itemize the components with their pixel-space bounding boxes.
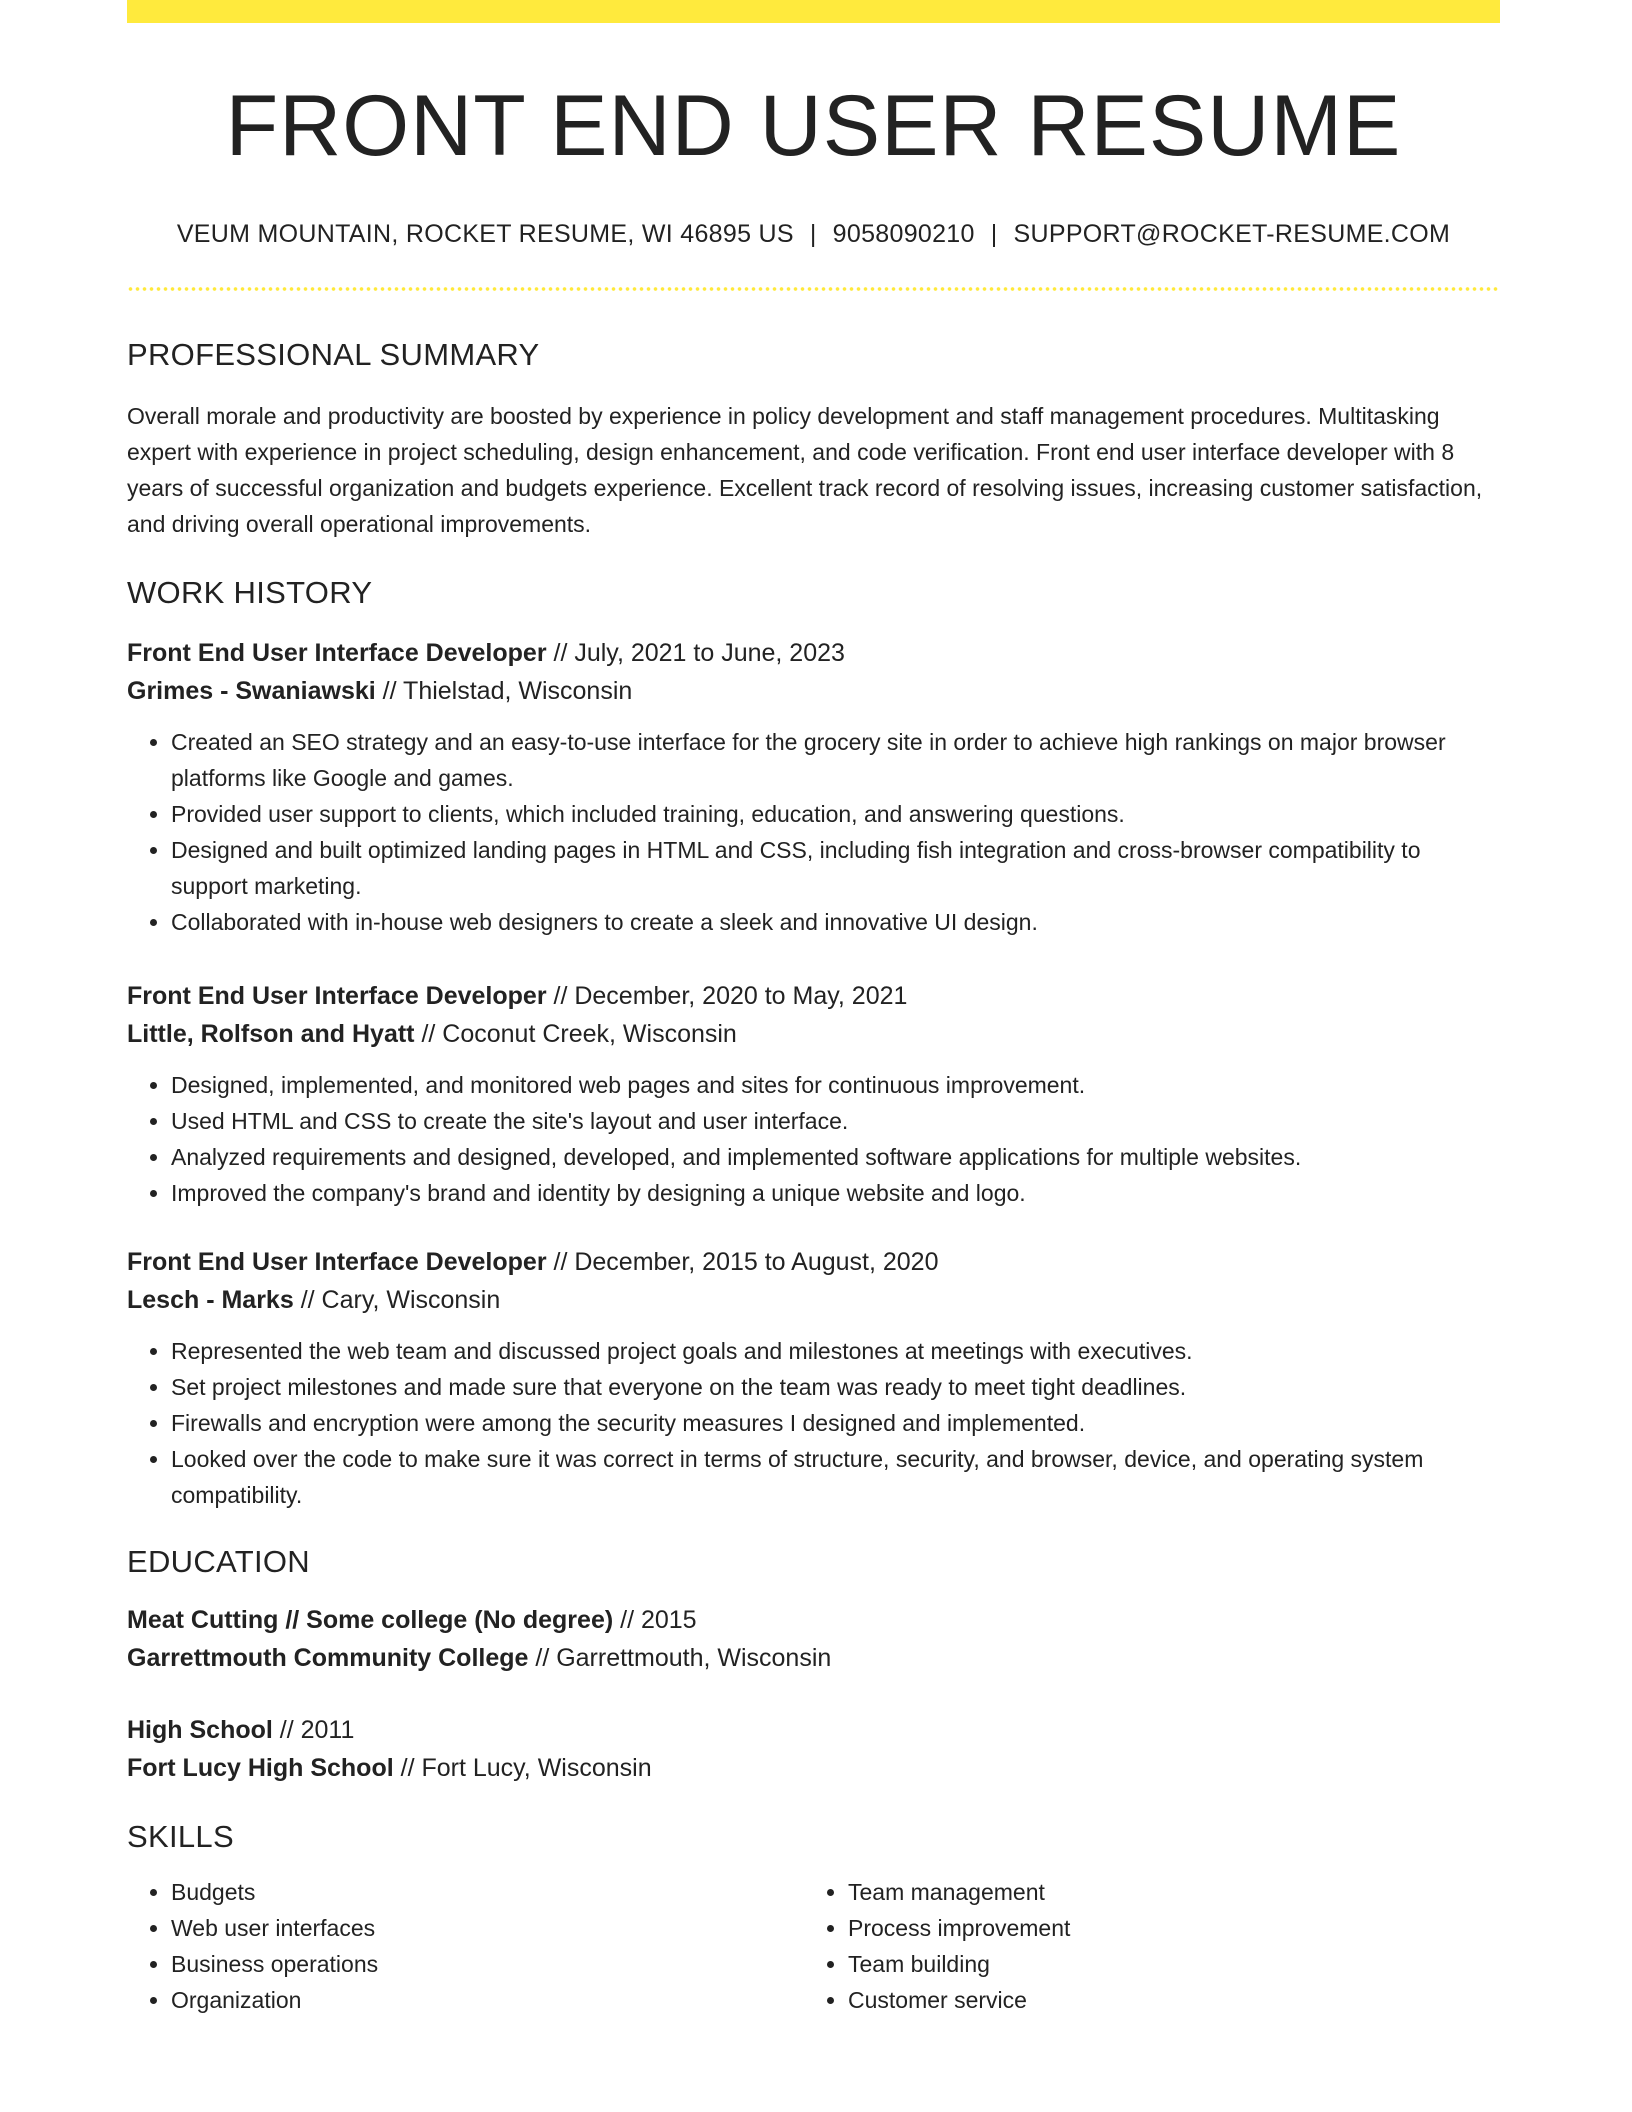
contact-separator: |	[990, 220, 998, 248]
job-role: Front End User Interface Developer	[127, 639, 547, 667]
job-role-line	[127, 634, 1500, 672]
education-school: Fort Lucy High School	[127, 1754, 394, 1782]
education-entry	[127, 1601, 1500, 1677]
skills-column-right	[804, 1874, 1448, 2018]
contact-phone: 9058090210	[832, 220, 975, 248]
skill-item: • Organization	[171, 1982, 804, 2018]
job-role: Front End User Interface Developer	[127, 982, 547, 1010]
job-bullet: • Set project milestones and made sure that everyone on the team was ready to meet tight deadlines.	[171, 1369, 1500, 1405]
job-location: // Thielstad, Wisconsin	[375, 677, 633, 705]
skill-item: • Team building	[848, 1946, 1448, 1982]
contact-separator: |	[809, 220, 817, 248]
job-entry	[127, 634, 1500, 940]
skills-list	[127, 1874, 1500, 2018]
summary-text: Overall morale and productivity are boosted by experience in policy development and staff management procedures. Multitasking expert with experience in project scheduling, design enhancement, and code verification. Front end user interface developer with 8 years of successful organization and budgets experience. Excellent track record of resolving issues, increasing customer satisfaction, and driving overall operational improvements.	[127, 403, 1483, 537]
section-title-work-history: WORK HISTORY	[127, 575, 373, 610]
education-location: // Garrettmouth, Wisconsin	[528, 1644, 832, 1672]
skills-column-left	[127, 1874, 804, 2018]
job-company: Little, Rolfson and Hyatt	[127, 1020, 415, 1048]
skill-item: • Web user interfaces	[171, 1910, 804, 1946]
education-degree: Meat Cutting // Some college (No degree)	[127, 1606, 614, 1634]
job-bullet: • Designed, implemented, and monitored web pages and sites for continuous improvement.	[171, 1067, 1500, 1103]
skill-item: • Team management	[848, 1874, 1448, 1910]
contact-email: SUPPORT@ROCKET-RESUME.COM	[1013, 220, 1451, 248]
job-entry	[127, 977, 1500, 1211]
dotted-divider	[127, 287, 1500, 291]
job-bullet: • Created an SEO strategy and an easy-to-use interface for the grocery site in order to achieve high rankings on major browser platforms like Google and games.	[171, 724, 1500, 796]
job-bullet: • Improved the company's brand and identity by designing a unique website and logo.	[171, 1175, 1500, 1211]
job-bullets	[127, 724, 1500, 940]
job-company-line	[127, 1281, 1500, 1319]
job-bullet: • Designed and built optimized landing pages in HTML and CSS, including fish integration and cross-browser compatibility to support marketing.	[171, 832, 1500, 904]
skill-item: • Budgets	[171, 1874, 804, 1910]
job-company: Grimes - Swaniawski	[127, 677, 376, 705]
education-degree: High School	[127, 1716, 273, 1744]
education-entry	[127, 1711, 1500, 1787]
education-school: Garrettmouth Community College	[127, 1644, 529, 1672]
job-company: Lesch - Marks	[127, 1286, 294, 1314]
job-bullet: • Used HTML and CSS to create the site's layout and user interface.	[171, 1103, 1500, 1139]
job-bullet: • Collaborated with in-house web designers to create a sleek and innovative UI design.	[171, 904, 1500, 940]
education-year: // 2015	[613, 1606, 697, 1634]
education-school-line	[127, 1639, 1500, 1677]
contact-line	[127, 222, 1500, 247]
skill-item: • Business operations	[171, 1946, 804, 1982]
job-bullet: • Analyzed requirements and designed, developed, and implemented software applications for multiple websites.	[171, 1139, 1500, 1175]
job-dates: // July, 2021 to June, 2023	[546, 639, 845, 667]
job-bullet: • Firewalls and encryption were among the security measures I designed and implemented.	[171, 1405, 1500, 1441]
job-role-line	[127, 1243, 1500, 1281]
job-dates: // December, 2020 to May, 2021	[546, 982, 908, 1010]
skill-item: • Process improvement	[848, 1910, 1448, 1946]
job-role: Front End User Interface Developer	[127, 1248, 547, 1276]
job-company-line	[127, 672, 1500, 710]
job-bullet: • Represented the web team and discussed project goals and milestones at meetings with executives.	[171, 1333, 1500, 1369]
job-entry	[127, 1243, 1500, 1513]
job-bullet: • Looked over the code to make sure it was correct in terms of structure, security, and browser, device, and operating system compatibility.	[171, 1441, 1500, 1513]
job-bullet: • Provided user support to clients, which included training, education, and answering questions.	[171, 796, 1500, 832]
job-dates: // December, 2015 to August, 2020	[546, 1248, 939, 1276]
skill-item: • Customer service	[848, 1982, 1448, 2018]
job-bullets	[127, 1333, 1500, 1513]
accent-top-bar	[127, 0, 1500, 23]
education-location: // Fort Lucy, Wisconsin	[393, 1754, 652, 1782]
section-title-skills: SKILLS	[127, 1819, 234, 1854]
job-role-line	[127, 977, 1500, 1015]
education-school-line	[127, 1749, 1500, 1787]
job-location: // Cary, Wisconsin	[293, 1286, 501, 1314]
contact-address: VEUM MOUNTAIN, ROCKET RESUME, WI 46895 US	[176, 220, 794, 248]
education-degree-line	[127, 1601, 1500, 1639]
resume-page	[127, 0, 1500, 2018]
job-bullets	[127, 1067, 1500, 1211]
education-year: // 2011	[272, 1716, 355, 1744]
section-title-education: EDUCATION	[127, 1544, 310, 1579]
resume-title: FRONT END USER RESUME	[225, 78, 1402, 174]
education-degree-line	[127, 1711, 1500, 1749]
job-company-line	[127, 1015, 1500, 1053]
job-location: // Coconut Creek, Wisconsin	[414, 1020, 737, 1048]
section-title-summary: PROFESSIONAL SUMMARY	[127, 337, 540, 372]
